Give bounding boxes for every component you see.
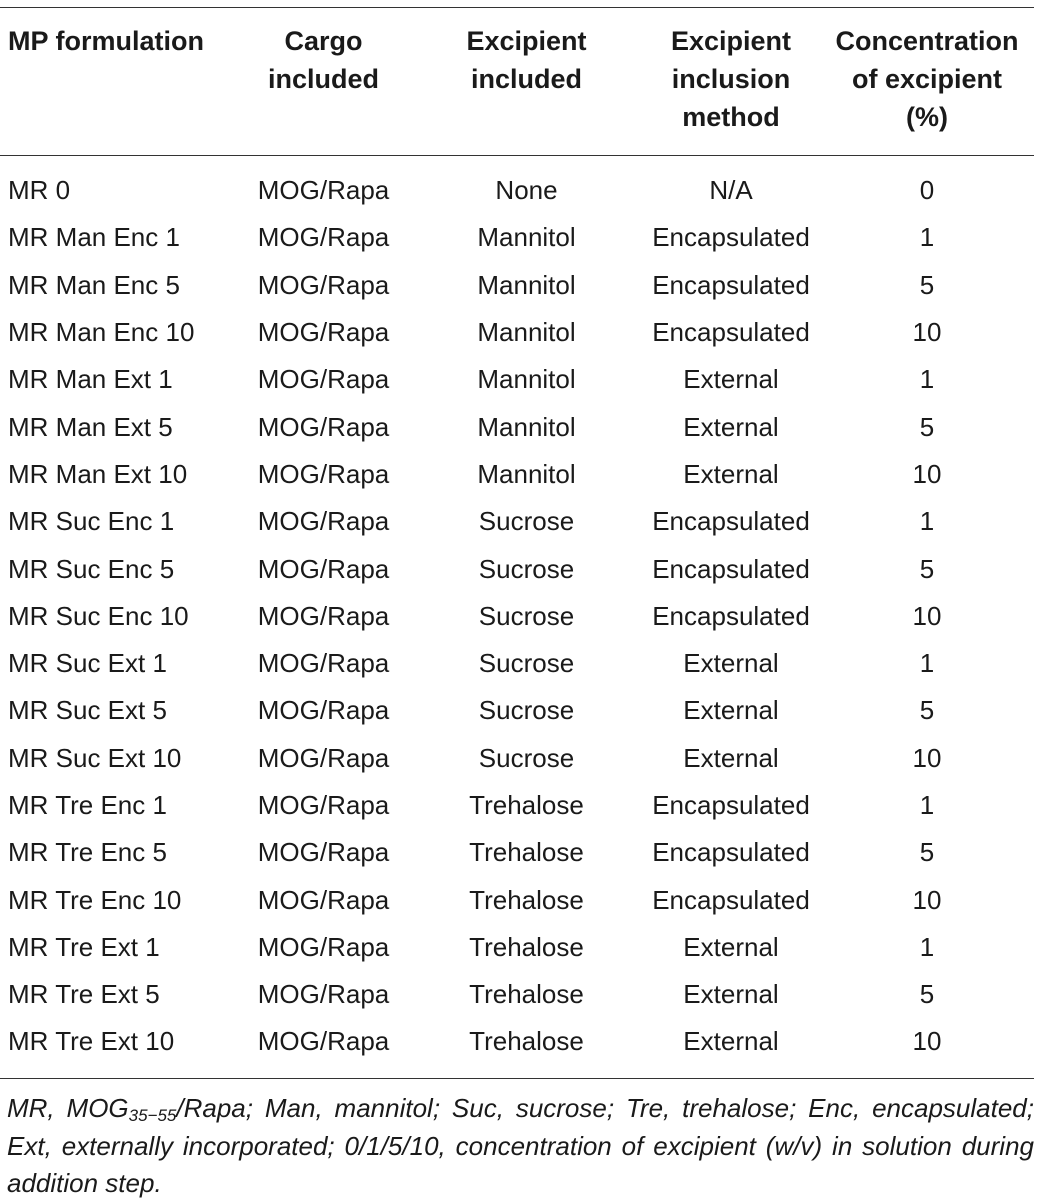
formulation-cell: MR Tre Ext 5 (8, 979, 160, 1010)
cargo-cell: MOG/Rapa (257, 458, 390, 489)
table-row (0, 1018, 1040, 1065)
concentration-cell: 0 (919, 175, 935, 206)
table-row (0, 593, 1040, 640)
excipient-cell: Sucrose (478, 506, 575, 537)
formulation-cell: MR Tre Enc 10 (8, 884, 182, 915)
method-cell: Encapsulated (652, 600, 810, 631)
cargo-cell: MOG/Rapa (257, 506, 390, 537)
concentration-cell: 1 (919, 222, 935, 253)
formulation-cell: MR Man Enc 1 (8, 222, 180, 253)
method-cell: Encapsulated (652, 884, 810, 915)
method-cell: Encapsulated (652, 506, 810, 537)
header-line: of excipient (851, 64, 1003, 94)
concentration-cell: 5 (919, 411, 935, 442)
excipient-cell: Trehalose (469, 837, 584, 868)
cargo-cell: MOG/Rapa (257, 742, 390, 773)
concentration-cell: 5 (919, 979, 935, 1010)
header-line: included (470, 64, 582, 94)
header-line: method (682, 102, 780, 132)
formulation-cell: MR Man Ext 5 (8, 411, 173, 442)
table-row (0, 498, 1040, 545)
bottom-rule (0, 1078, 1034, 1079)
formulation-cell: MR Suc Enc 1 (8, 506, 175, 537)
header-line: inclusion (671, 64, 791, 94)
table-row (0, 782, 1040, 829)
cargo-cell: MOG/Rapa (257, 790, 390, 820)
header-line: Excipient (466, 26, 587, 56)
concentration-cell: 10 (912, 458, 942, 489)
concentration-cell: 1 (919, 790, 935, 820)
cargo-cell: MOG/Rapa (257, 317, 390, 348)
excipient-cell: Mannitol (477, 269, 576, 300)
excipient-cell: Mannitol (477, 364, 576, 395)
table-row (0, 545, 1040, 592)
formulation-cell: MR Suc Enc 5 (8, 553, 175, 584)
cargo-cell: MOG/Rapa (257, 364, 390, 395)
excipient-cell: None (495, 175, 558, 206)
method-cell: Encapsulated (652, 269, 810, 300)
method-cell: N/A (709, 175, 753, 206)
header-mp-formulation (0, 0, 242, 155)
cargo-cell: MOG/Rapa (257, 1026, 390, 1057)
method-cell: External (683, 931, 779, 962)
table-footnote (7, 1090, 1034, 1203)
method-cell: External (683, 411, 779, 442)
header-line: MP formulation (8, 26, 205, 56)
method-cell: External (683, 648, 779, 679)
excipient-cell: Trehalose (469, 931, 584, 962)
method-cell: External (683, 458, 779, 489)
formulation-cell: MR Suc Enc 10 (8, 600, 189, 631)
cargo-cell: MOG/Rapa (257, 931, 390, 962)
cargo-cell: MOG/Rapa (257, 648, 390, 679)
method-cell: External (683, 979, 779, 1010)
formulation-cell: MR Tre Enc 5 (8, 837, 167, 868)
table-row (0, 356, 1040, 403)
header-line: Excipient (670, 26, 792, 56)
excipient-cell: Trehalose (469, 790, 584, 820)
method-cell: Encapsulated (652, 837, 810, 868)
table-row (0, 735, 1040, 782)
excipient-cell: Sucrose (478, 553, 575, 584)
cargo-cell: MOG/Rapa (257, 884, 390, 915)
formulation-cell: MR Suc Ext 1 (8, 648, 167, 679)
excipient-cell: Sucrose (478, 600, 575, 631)
cargo-cell: MOG/Rapa (257, 222, 390, 253)
method-cell: Encapsulated (652, 790, 810, 820)
table-row (0, 214, 1040, 261)
excipient-cell: Sucrose (478, 648, 575, 679)
method-cell: External (683, 695, 779, 726)
footnote-subscript: 35−55 (128, 1106, 177, 1125)
table-row (0, 924, 1040, 971)
formulation-cell: MR Suc Ext 5 (8, 695, 167, 726)
table-row (0, 309, 1040, 356)
header-cargo-included (242, 0, 405, 155)
excipient-cell: Trehalose (469, 979, 584, 1010)
method-cell: External (683, 742, 779, 773)
formulation-cell: MR Tre Enc 1 (8, 790, 167, 820)
table-row (0, 403, 1040, 450)
header-row (0, 0, 1040, 155)
concentration-cell: 10 (912, 317, 942, 348)
concentration-cell: 10 (912, 742, 942, 773)
cargo-cell: MOG/Rapa (257, 553, 390, 584)
formulation-cell: MR Tre Ext 1 (8, 931, 160, 962)
header-line: (%) (906, 102, 948, 132)
formulation-cell: MR Suc Ext 10 (8, 742, 182, 773)
table-row (0, 971, 1040, 1018)
formulation-cell: MR Tre Ext 10 (8, 1026, 175, 1057)
table-row (0, 640, 1040, 687)
header-excipient-included (405, 0, 648, 155)
method-cell: External (683, 364, 779, 395)
concentration-cell: 5 (919, 837, 935, 868)
method-cell: External (683, 1026, 779, 1057)
formulation-cell: MR Man Ext 10 (8, 458, 188, 489)
concentration-cell: 5 (919, 269, 935, 300)
table-row (0, 451, 1040, 498)
excipient-cell: Mannitol (477, 411, 576, 442)
excipient-cell: Sucrose (478, 742, 575, 773)
concentration-cell: 5 (919, 695, 935, 726)
table-row (0, 876, 1040, 923)
concentration-cell: 5 (919, 553, 935, 584)
cargo-cell: MOG/Rapa (257, 837, 390, 868)
excipient-cell: Trehalose (469, 884, 584, 915)
table-row (0, 829, 1040, 876)
table-row (0, 155, 1040, 214)
cargo-cell: MOG/Rapa (257, 979, 390, 1010)
footnote-lead: MR, MOG (7, 1093, 129, 1123)
excipient-cell: Mannitol (477, 317, 576, 348)
table-row (0, 687, 1040, 734)
concentration-cell: 10 (912, 884, 942, 915)
excipient-cell: Sucrose (478, 695, 575, 726)
cargo-cell: MOG/Rapa (257, 695, 390, 726)
concentration-cell: 10 (912, 1026, 942, 1057)
formulation-cell: MR Man Ext 1 (8, 364, 173, 395)
concentration-cell: 1 (919, 931, 935, 962)
formulation-cell: MR 0 (8, 175, 71, 206)
method-cell: Encapsulated (652, 553, 810, 584)
method-cell: Encapsulated (652, 317, 810, 348)
header-concentration (814, 0, 1040, 155)
header-line: included (267, 64, 379, 94)
excipient-cell: Mannitol (477, 458, 576, 489)
header-excipient-inclusion-method (648, 0, 814, 155)
concentration-cell: 10 (912, 600, 942, 631)
header-line: Cargo (284, 26, 363, 56)
excipient-cell: Mannitol (477, 222, 576, 253)
cargo-cell: MOG/Rapa (257, 269, 390, 300)
header-line: Concentration (835, 26, 1019, 56)
concentration-cell: 1 (919, 648, 935, 679)
method-cell: Encapsulated (652, 222, 810, 253)
cargo-cell: MOG/Rapa (257, 411, 390, 442)
table-body (0, 155, 1040, 1066)
formulation-cell: MR Man Enc 5 (8, 269, 180, 300)
footnote-text: /Rapa; Man, mannitol; Suc, sucrose; Tre, trehalose; Enc, encapsulated; Ext, externally incorporated; 0/1/5/10, concentration of excipient (w/v) in solution during addition step. (7, 1093, 1034, 1198)
cargo-cell: MOG/Rapa (257, 600, 390, 631)
cargo-cell: MOG/Rapa (257, 175, 390, 206)
concentration-cell: 1 (919, 364, 935, 395)
formulation-cell: MR Man Enc 10 (8, 317, 195, 348)
concentration-cell: 1 (919, 506, 935, 537)
excipient-cell: Trehalose (469, 1026, 584, 1057)
table-row (0, 262, 1040, 309)
